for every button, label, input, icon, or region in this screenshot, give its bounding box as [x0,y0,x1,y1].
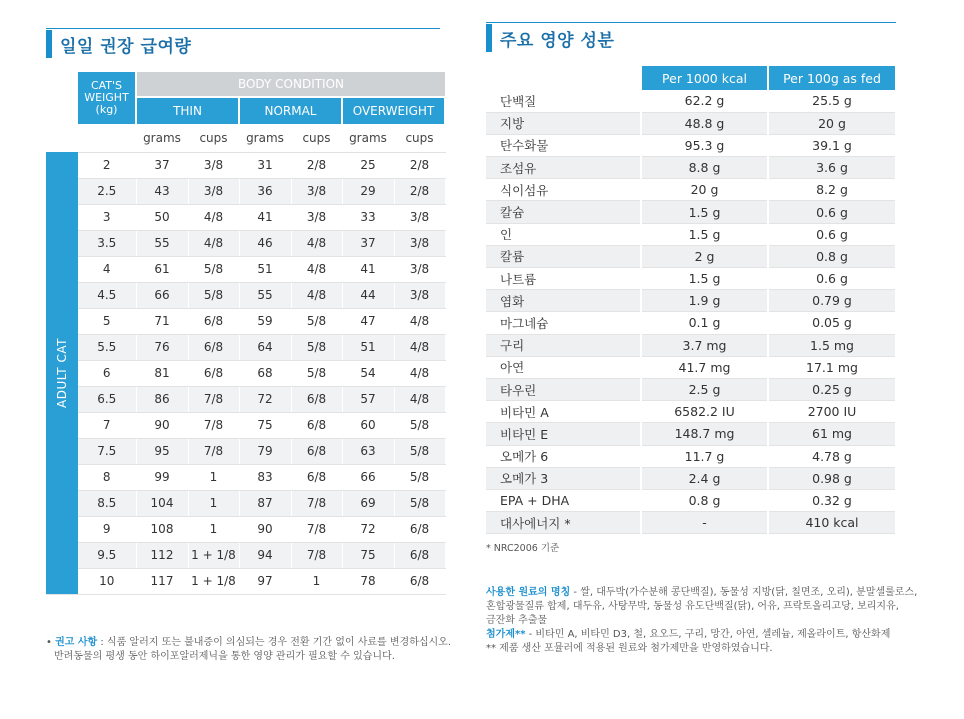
feeding-note-line-2: 반려동물의 평생 동안 하이포알러제닉을 통한 영양 관리가 필요할 수 있습니다. [54,651,395,662]
value-cell: 112 [136,542,188,568]
feeding-note-label: 권고 사항 [55,637,98,648]
value-cell: 117 [136,568,188,594]
nutrient-value: 8.2 g [768,179,895,201]
nutrient-value: 95.3 g [641,134,768,156]
table-row [486,245,895,267]
value-cell: 5/8 [188,256,239,282]
nutrient-value: 3.7 mg [641,334,768,356]
table-row [46,360,445,386]
value-cell: 4/8 [291,282,342,308]
value-cell: 55 [239,282,291,308]
weight-cell: 6 [78,360,136,386]
value-cell: 60 [342,412,394,438]
nutrient-value: 0.32 g [768,489,895,511]
weight-cell: 8 [78,464,136,490]
unit-subheader: grams [136,124,188,152]
table-row [46,542,445,568]
value-cell: 94 [239,542,291,568]
nutrient-value: 0.6 g [768,268,895,290]
nutrient-name: 조섬유 [486,157,641,179]
nutrient-value: 39.1 g [768,134,895,156]
value-cell: 97 [239,568,291,594]
value-cell: 66 [136,282,188,308]
nutrient-value: 11.7 g [641,445,768,467]
title-accent-bar [486,24,492,52]
table-row [486,268,895,290]
nutrient-value: 0.98 g [768,467,895,489]
nutrient-name: 마그네슘 [486,312,641,334]
nutrient-value: 410 kcal [768,512,895,534]
weight-cell: 5.5 [78,334,136,360]
nutrition-table [486,66,895,534]
value-cell: 7/8 [188,386,239,412]
table-row [486,356,895,378]
table-row [46,490,445,516]
ingredients-note [486,586,917,656]
value-cell: 4/8 [394,334,445,360]
value-cell: 5/8 [394,412,445,438]
feeding-table [46,72,446,595]
value-cell: 5/8 [394,464,445,490]
table-row [46,568,445,594]
value-cell: 5/8 [394,438,445,464]
value-cell: 6/8 [291,412,342,438]
value-cell: 4/8 [291,256,342,282]
value-cell: 51 [342,334,394,360]
value-cell: 75 [342,542,394,568]
nutrient-name: 아연 [486,356,641,378]
value-cell: 54 [342,360,394,386]
value-cell: 4/8 [394,386,445,412]
nutrient-value: 2 g [641,245,768,267]
table-row [486,489,895,511]
value-cell: 37 [342,230,394,256]
nutrient-name: 인 [486,223,641,245]
table-row [486,201,895,223]
value-cell: 3/8 [394,230,445,256]
value-cell: 7/8 [291,516,342,542]
unit-subheader: cups [188,124,239,152]
value-cell: 3/8 [394,282,445,308]
value-cell: 41 [342,256,394,282]
additives-label: 첨가제** [486,629,526,640]
value-cell: 61 [136,256,188,282]
feed-corner-blank [46,72,78,152]
weight-cell: 6.5 [78,386,136,412]
table-row [486,312,895,334]
nutrient-value: 1.9 g [641,290,768,312]
nutrient-value: 148.7 mg [641,423,768,445]
feeding-title: 일일 권장 급여량 [60,36,192,57]
table-row [46,178,445,204]
table-row [46,438,445,464]
table-row [46,464,445,490]
value-cell: 90 [239,516,291,542]
value-cell: 57 [342,386,394,412]
ingredients-line-3: 금잔화 추출물 [486,615,548,626]
weight-cell: 9.5 [78,542,136,568]
nutrient-value: 20 g [641,179,768,201]
value-cell: 44 [342,282,394,308]
value-cell: 5/8 [188,282,239,308]
nutrient-value: - [641,512,768,534]
nutrient-name: 오메가 3 [486,467,641,489]
weight-cell: 7.5 [78,438,136,464]
table-row [46,230,445,256]
value-cell: 3/8 [394,256,445,282]
table-row [46,152,445,178]
weight-cell: 3 [78,204,136,230]
value-cell: 46 [239,230,291,256]
value-cell: 7/8 [188,438,239,464]
value-cell: 5/8 [291,308,342,334]
nutrient-name: 칼륨 [486,245,641,267]
nutrient-value: 48.8 g [641,112,768,134]
value-cell: 78 [342,568,394,594]
value-cell: 1 + 1/8 [188,568,239,594]
value-cell: 6/8 [394,542,445,568]
nutrient-name: 칼슘 [486,201,641,223]
nutrient-value: 0.25 g [768,378,895,400]
feeding-title-line [46,28,440,29]
nutrient-name: EPA + DHA [486,489,641,511]
nutrient-name: 구리 [486,334,641,356]
unit-subheader: grams [342,124,394,152]
value-cell: 95 [136,438,188,464]
value-cell: 1 [188,464,239,490]
value-cell: 6/8 [291,438,342,464]
value-cell: 75 [239,412,291,438]
table-row [486,112,895,134]
nutrition-title: 주요 영양 성분 [500,30,615,51]
value-cell: 4/8 [394,308,445,334]
additives-note: ** 제품 생산 포뮬러에 적용된 원료와 첨가제만을 반영하였습니다. [486,643,773,654]
nutrient-value: 3.6 g [768,157,895,179]
ingredients-line-1 [486,586,917,600]
value-cell: 7/8 [291,542,342,568]
nutrient-value: 1.5 mg [768,334,895,356]
condition-header-overweight: OVERWEIGHT [342,97,445,124]
value-cell: 33 [342,204,394,230]
value-cell: 3/8 [291,178,342,204]
value-cell: 31 [239,152,291,178]
table-row [46,516,445,542]
title-accent-bar [46,30,52,58]
weight-cell: 2 [78,152,136,178]
weight-cell: 2.5 [78,178,136,204]
ingredients-line-2: 혼합광물질류 합제, 대두유, 사탕무박, 동물성 유도단백질(닭), 어유, 프락토올리고당, 보리지유, [486,601,899,612]
value-cell: 41 [239,204,291,230]
nutrient-name: 염화 [486,290,641,312]
value-cell: 4/8 [188,230,239,256]
value-cell: 25 [342,152,394,178]
adult-cat-label: ADULT CAT [55,337,69,408]
nutrient-value: 2700 IU [768,401,895,423]
nutrient-value: 0.8 g [641,489,768,511]
value-cell: 68 [239,360,291,386]
feeding-note [46,636,451,664]
value-cell: 2/8 [291,152,342,178]
body-condition-header: BODY CONDITION [136,72,445,97]
value-cell: 72 [342,516,394,542]
value-cell: 3/8 [188,152,239,178]
nutrient-value: 0.05 g [768,312,895,334]
value-cell: 1 + 1/8 [188,542,239,568]
value-cell: 5/8 [291,360,342,386]
value-cell: 47 [342,308,394,334]
value-cell: 36 [239,178,291,204]
table-row [486,290,895,312]
value-cell: 7/8 [188,412,239,438]
value-cell: 104 [136,490,188,516]
nutrient-value: 1.5 g [641,201,768,223]
weight-cell: 8.5 [78,490,136,516]
nutrient-value: 0.79 g [768,290,895,312]
value-cell: 83 [239,464,291,490]
nutrient-value: 2.5 g [641,378,768,400]
unit-subheader: grams [239,124,291,152]
nutrient-value: 25.5 g [768,90,895,112]
nutrient-value: 8.8 g [641,157,768,179]
nutrient-value: 0.6 g [768,201,895,223]
value-cell: 64 [239,334,291,360]
nutrition-footnote: * NRC2006 기준 [486,543,560,554]
value-cell: 71 [136,308,188,334]
additives-line [486,628,917,642]
value-cell: 79 [239,438,291,464]
value-cell: 108 [136,516,188,542]
nutrient-value: 61 mg [768,423,895,445]
weight-cell: 5 [78,308,136,334]
feeding-title-block [46,30,191,58]
nutrition-title-block [486,24,614,52]
nutrient-value: 6582.2 IU [641,401,768,423]
table-row [486,467,895,489]
nutrient-name: 탄수화물 [486,134,641,156]
table-row [486,223,895,245]
value-cell: 6/8 [394,516,445,542]
value-cell: 43 [136,178,188,204]
value-cell: 1 [291,568,342,594]
value-cell: 66 [342,464,394,490]
value-cell: 2/8 [394,178,445,204]
value-cell: 86 [136,386,188,412]
nutrient-value: 0.8 g [768,245,895,267]
value-cell: 29 [342,178,394,204]
weight-cell: 9 [78,516,136,542]
weight-cell: 10 [78,568,136,594]
weight-cell: 7 [78,412,136,438]
value-cell: 6/8 [188,308,239,334]
nutrient-value: 62.2 g [641,90,768,112]
table-row [46,204,445,230]
unit-subheader: cups [394,124,445,152]
nutrient-value: 1.5 g [641,268,768,290]
table-row [46,308,445,334]
value-cell: 4/8 [394,360,445,386]
value-cell: 81 [136,360,188,386]
value-cell: 7/8 [291,490,342,516]
nutrient-value: 41.7 mg [641,356,768,378]
weight-cell: 4 [78,256,136,282]
nutrient-value: 1.5 g [641,223,768,245]
value-cell: 87 [239,490,291,516]
weight-cell: 4.5 [78,282,136,308]
table-row [46,412,445,438]
value-cell: 76 [136,334,188,360]
table-row [486,401,895,423]
value-cell: 6/8 [394,568,445,594]
table-row [46,334,445,360]
weight-header: CAT'S WEIGHT (kg) [78,72,136,124]
table-row [486,378,895,400]
nutrient-value: 2.4 g [641,467,768,489]
table-row [46,282,445,308]
value-cell: 6/8 [188,360,239,386]
value-cell: 1 [188,490,239,516]
value-cell: 5/8 [291,334,342,360]
nutrient-name: 나트륨 [486,268,641,290]
value-cell: 6/8 [291,464,342,490]
value-cell: 55 [136,230,188,256]
nutrient-name: 오메가 6 [486,445,641,467]
value-cell: 4/8 [291,230,342,256]
nutrient-value: 0.1 g [641,312,768,334]
nutrition-col-per-kcal: Per 1000 kcal [641,66,768,90]
value-cell: 90 [136,412,188,438]
nutrition-header-blank [486,66,641,90]
value-cell: 5/8 [394,490,445,516]
nutrient-value: 4.78 g [768,445,895,467]
nutrient-name: 타우린 [486,378,641,400]
value-cell: 2/8 [394,152,445,178]
nutrient-name: 단백질 [486,90,641,112]
table-row [486,179,895,201]
value-cell: 69 [342,490,394,516]
value-cell: 50 [136,204,188,230]
feeding-note-text: : 식품 알러지 또는 불내증이 의심되는 경우 전환 기간 없이 사료를 변경하십시오. [97,637,452,648]
value-cell: 37 [136,152,188,178]
nutrient-value: 0.6 g [768,223,895,245]
value-cell: 99 [136,464,188,490]
value-cell: 4/8 [188,204,239,230]
table-row [486,512,895,534]
weight-subheader-blank [78,124,136,152]
table-row [46,256,445,282]
table-row [486,157,895,179]
value-cell: 6/8 [188,334,239,360]
additives-text: - 비타민 A, 비타민 D3, 철, 요오드, 구리, 망간, 아연, 셀레늄, 제올라이트, 항산화제 [525,629,891,640]
value-cell: 3/8 [394,204,445,230]
value-cell: 6/8 [291,386,342,412]
value-cell: 72 [239,386,291,412]
table-row [486,134,895,156]
condition-header-thin: THIN [136,97,239,124]
table-row [486,445,895,467]
value-cell: 3/8 [188,178,239,204]
nutrient-name: 지방 [486,112,641,134]
adult-cat-side-label [46,152,78,594]
value-cell: 51 [239,256,291,282]
value-cell: 3/8 [291,204,342,230]
nutrient-name: 비타민 A [486,401,641,423]
ingredients-label: 사용한 원료의 명칭 [486,587,571,598]
nutrient-value: 17.1 mg [768,356,895,378]
table-row [486,90,895,112]
nutrition-col-per-100g: Per 100g as fed [768,66,895,90]
table-row [486,334,895,356]
table-row [486,423,895,445]
ingredients-text: - 쌀, 대두박(가수분해 콩단백질), 동물성 지방(닭, 칠면조, 오리), 분말셀룰로스, [570,587,918,598]
feeding-note-line-1: • 권고 사항 : 식품 알러지 또는 불내증이 의심되는 경우 전환 기간 없이 사료를 변경하십시오. [46,637,452,648]
unit-subheader: cups [291,124,342,152]
nutrition-title-line [486,22,896,23]
nutrient-name: 대사에너지 * [486,512,641,534]
value-cell: 1 [188,516,239,542]
nutrient-name: 비타민 E [486,423,641,445]
table-row [46,386,445,412]
value-cell: 59 [239,308,291,334]
weight-cell: 3.5 [78,230,136,256]
nutrient-value: 20 g [768,112,895,134]
condition-header-normal: NORMAL [239,97,342,124]
value-cell: 63 [342,438,394,464]
nutrient-name: 식이섬유 [486,179,641,201]
